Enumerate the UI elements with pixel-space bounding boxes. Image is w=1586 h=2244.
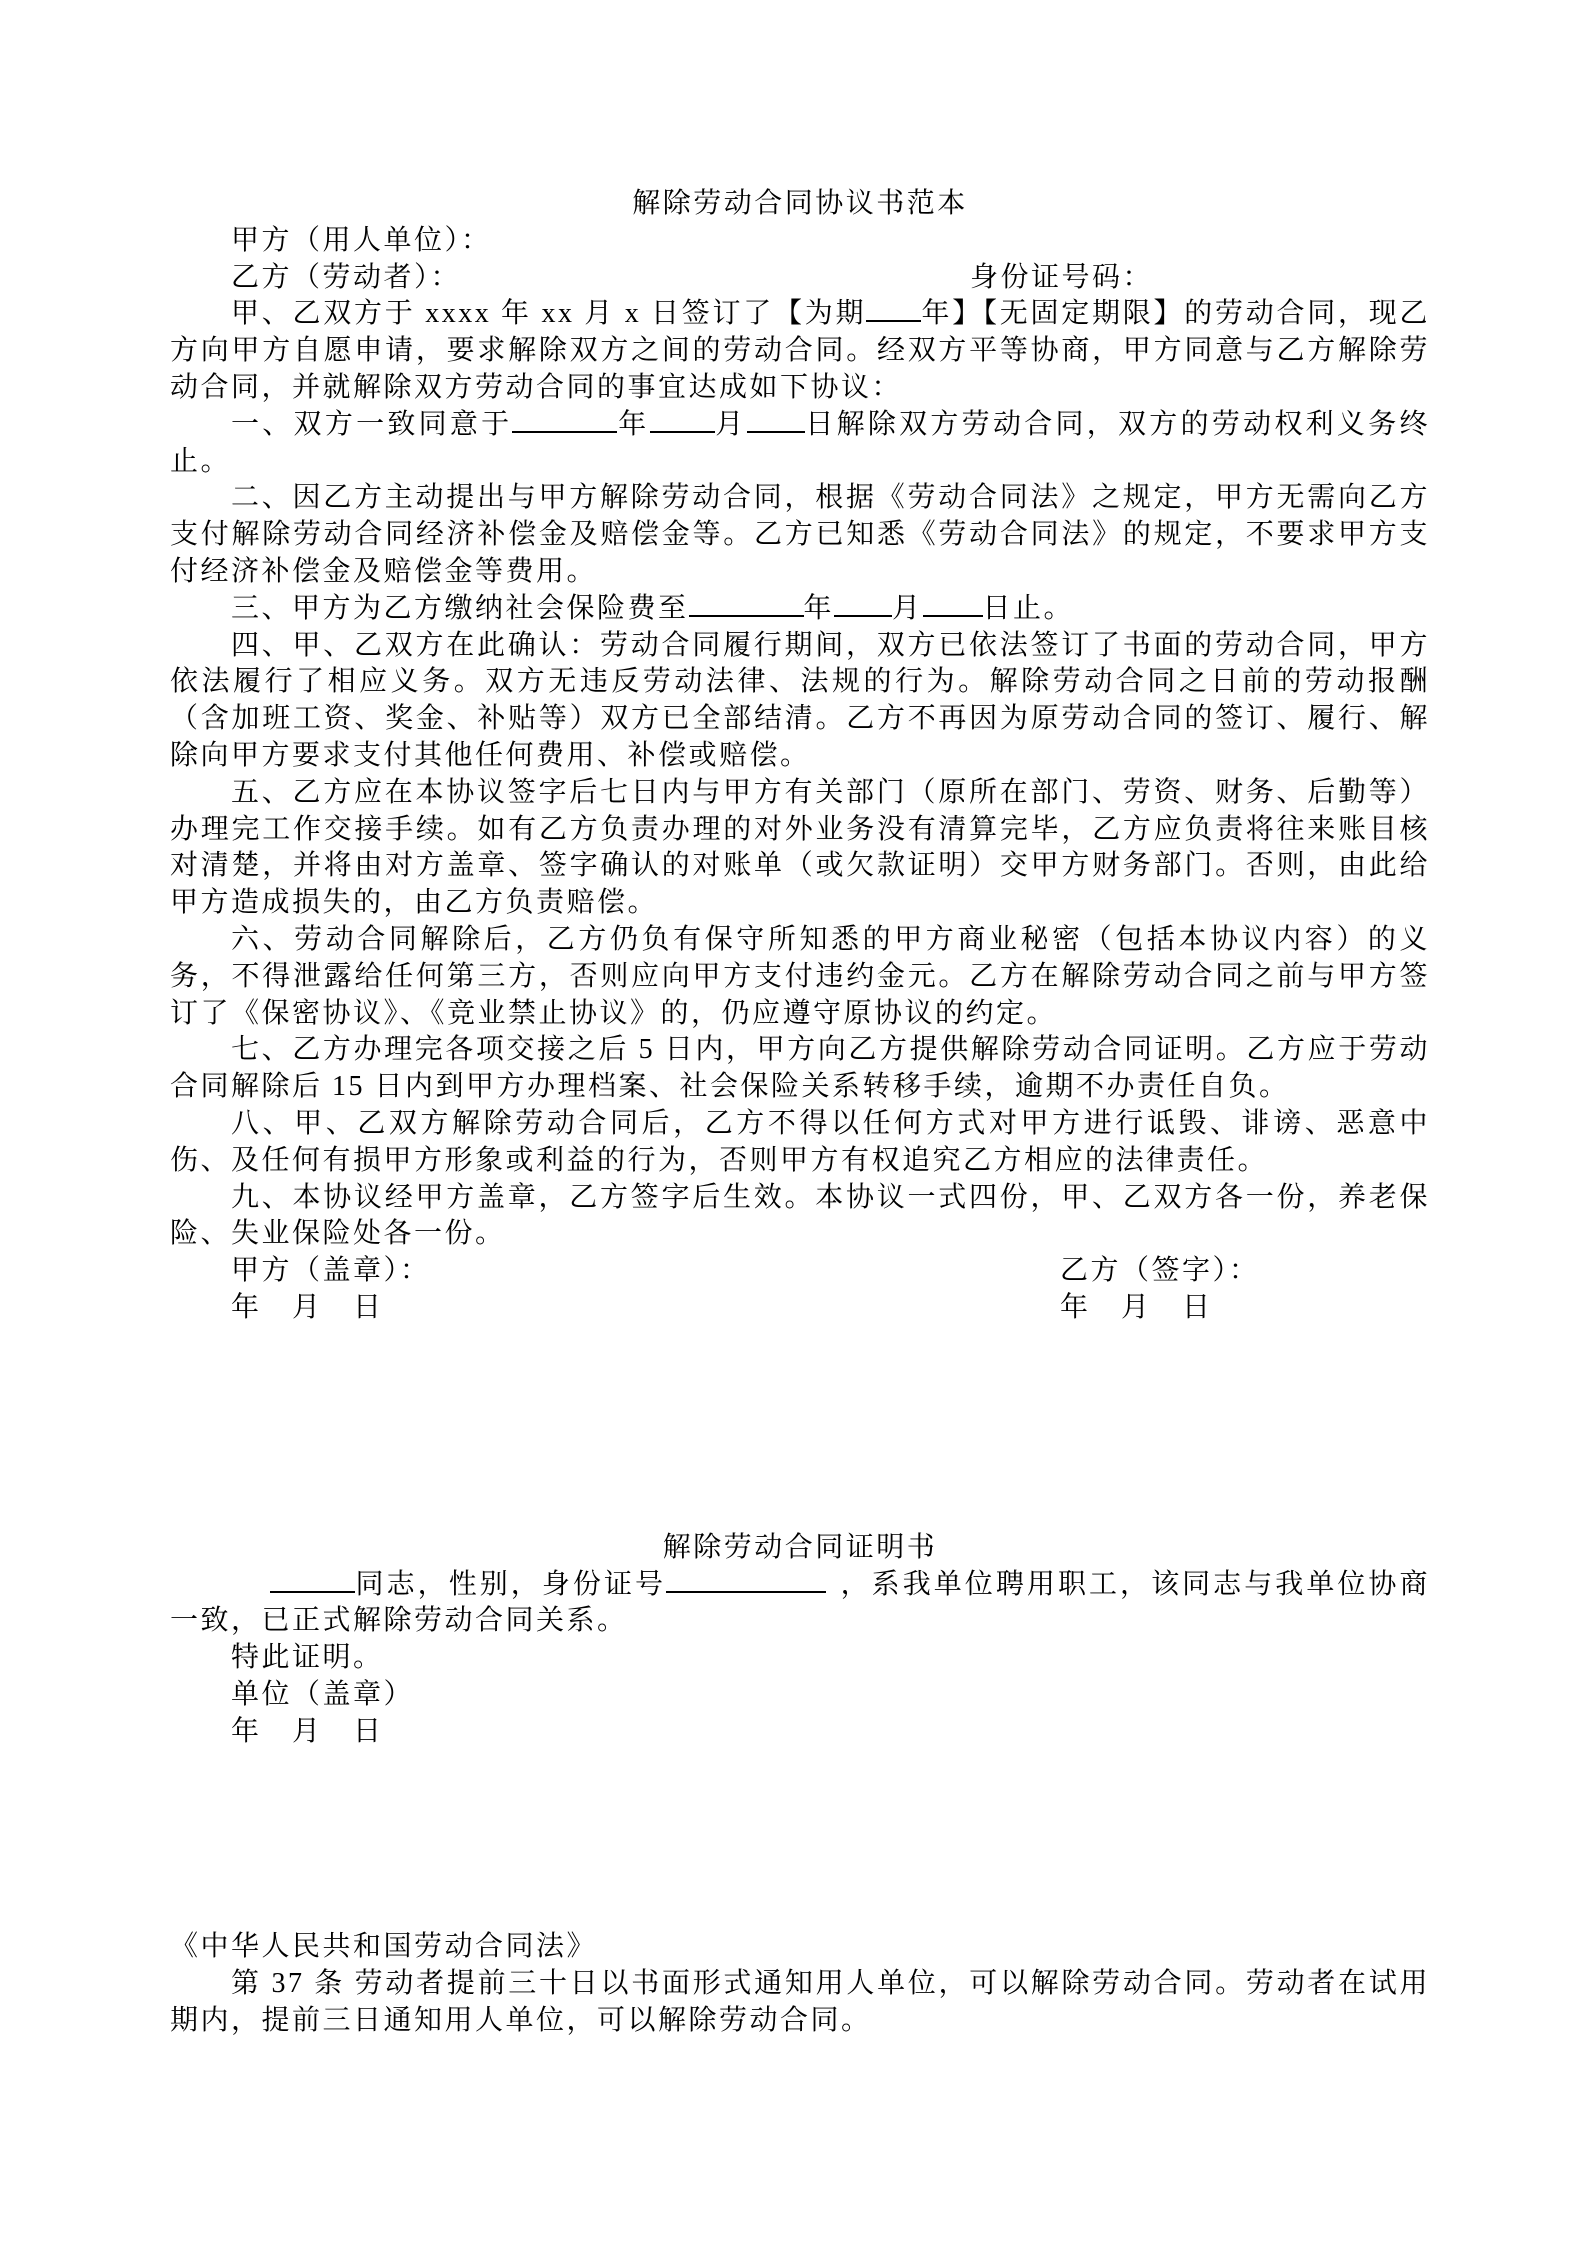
clause-3-year: 年: [803, 592, 835, 624]
date-party-b: 年 月 日: [1060, 1291, 1213, 1323]
section-gap: [170, 1750, 1430, 1929]
clause-6: 六、劳动合同解除后，乙方仍负有保守所知悉的甲方商业秘密（包括本协议内容）的义务，不得泄露给任何第三方，否则应向甲方支付违约金元。乙方在解除劳动合同之前与甲方签订了《保密协议》、《竞业禁止协议》的，仍应遵守原协议的约定。: [170, 923, 1430, 1029]
certificate-text-mid: 同志，性别，身份证号: [355, 1568, 667, 1600]
blank-field: [866, 296, 921, 322]
clause-3-pre: 三、甲方为乙方缴纳社会保险费至: [231, 592, 689, 624]
date-party-a: 年 月 日: [231, 1291, 384, 1323]
clause-9: 九、本协议经甲方盖章，乙方签字后生效。本协议一式四份，甲、乙双方各一份，养老保险、失业保险处各一份。: [170, 1181, 1430, 1250]
termination-agreement: [170, 186, 1430, 1327]
clause-3-month: 月: [892, 592, 923, 624]
clause-1-month: 月: [714, 408, 747, 440]
agreement-title: 解除劳动合同协议书范本: [632, 188, 968, 219]
blank-field: [512, 407, 617, 433]
clause-8: 八、甲、乙双方解除劳动合同后，乙方不得以任何方式对甲方进行诋毁、诽谤、恶意中伤、及任何有损甲方形象或利益的行为，否则甲方有权追究乙方相应的法律责任。: [170, 1107, 1430, 1176]
clause-2: 二、因乙方主动提出与甲方解除劳动合同，根据《劳动合同法》之规定，甲方无需向乙方支付解除劳动合同经济补偿金及赔偿金等。乙方已知悉《劳动合同法》的规定，不要求甲方支付经济补偿金及赔偿金等费用。: [170, 482, 1430, 587]
sign-party-b-label: 乙方（签字）：: [1060, 1255, 1260, 1287]
law-excerpt: [170, 1929, 1430, 2039]
blank-field: [834, 591, 892, 617]
party-a-line: 甲方（用人单位）：: [231, 224, 492, 256]
clause-1: [170, 407, 1430, 481]
sign-party-a-label: 甲方（盖章）：: [231, 1255, 431, 1287]
certificate-date-line: 年 月 日: [231, 1715, 384, 1747]
blank-field: [666, 1567, 826, 1593]
blank-field: [689, 591, 804, 617]
unit-seal-line: 单位（盖章）: [231, 1678, 415, 1710]
section-gap: [170, 1327, 1430, 1530]
party-b-label: 乙方（劳动者）：: [231, 261, 462, 293]
clause-7: 七、乙方办理完各项交接之后 5 日内，甲方向乙方提供解除劳动合同证明。乙方应于劳动合同解除后 15 日内到甲方办理档案、社会保险关系转移手续，逾期不办责任自负。: [170, 1034, 1430, 1103]
blank-field: [747, 407, 805, 433]
certificate-title: 解除劳动合同证明书: [662, 1531, 938, 1563]
document-content: [170, 186, 1430, 2040]
law-title: 《中华人民共和国劳动合同法》: [170, 1931, 598, 1963]
intro-paragraph: [170, 296, 1430, 406]
clause-3: [170, 591, 1430, 628]
certificate-text-post: ，系我单位聘用职工，该同志与我单位协商一致，已正式解除劳动合同关系。: [170, 1568, 1430, 1637]
certify-line: 特此证明。: [231, 1642, 384, 1674]
signature-row: [170, 1253, 1430, 1290]
clause-5: 五、乙方应在本协议签字后七日内与甲方有关部门（原所在部门、劳资、财务、后勤等）办理完工作交接手续。如有乙方负责办理的对外业务没有清算完毕，乙方应负责将往来账目核对清楚，并将由对方盖章、签字确认的对账单（或欠款证明）交甲方财务部门。否则，由此给甲方造成损失的，由乙方负责赔偿。: [170, 776, 1430, 919]
clause-3-post: 日止。: [982, 592, 1075, 624]
id-number-label: 身份证号码：: [970, 261, 1154, 293]
clause-1-pre: 一、双方一致同意于: [231, 408, 513, 440]
clause-4: 四、甲、乙双方在此确认：劳动合同履行期间，双方已依法签订了书面的劳动合同，甲方依法履行了相应义务。双方无违反劳动法律、法规的行为。解除劳动合同之日前的劳动报酬（含加班工资、奖金、补贴等）双方已全部结清。乙方不再因为原劳动合同的签订、履行、解除向甲方要求支付其他任何费用、补偿或赔偿。: [170, 629, 1430, 771]
clause-1-year: 年: [617, 408, 650, 440]
party-b-line: [170, 260, 1430, 297]
clause-1-post: 日解除双方劳动合同，双方的劳动权利义务终止。: [170, 408, 1430, 477]
intro-text-post: 年】【无固定期限】的劳动合同，现乙方向甲方自愿申请，要求解除双方之间的劳动合同。经双方平等协商，甲方同意与乙方解除劳动合同，并就解除双方劳动合同的事宜达成如下协议：: [170, 298, 1430, 403]
intro-text-pre: 甲、乙双方于 xxxx 年 xx 月 x 日签订了【为期: [231, 298, 867, 330]
termination-certificate: [170, 1530, 1430, 1751]
date-row: [170, 1290, 1430, 1327]
certificate-paragraph: [170, 1567, 1430, 1641]
blank-field: [923, 591, 983, 617]
blank-field: [650, 407, 715, 433]
article-37-paragraph: 第 37 条 劳动者提前三十日以书面形式通知用人单位，可以解除劳动合同。劳动者在试用期内，提前三日通知用人单位，可以解除劳动合同。: [170, 1968, 1430, 2037]
blank-field: [270, 1567, 355, 1593]
